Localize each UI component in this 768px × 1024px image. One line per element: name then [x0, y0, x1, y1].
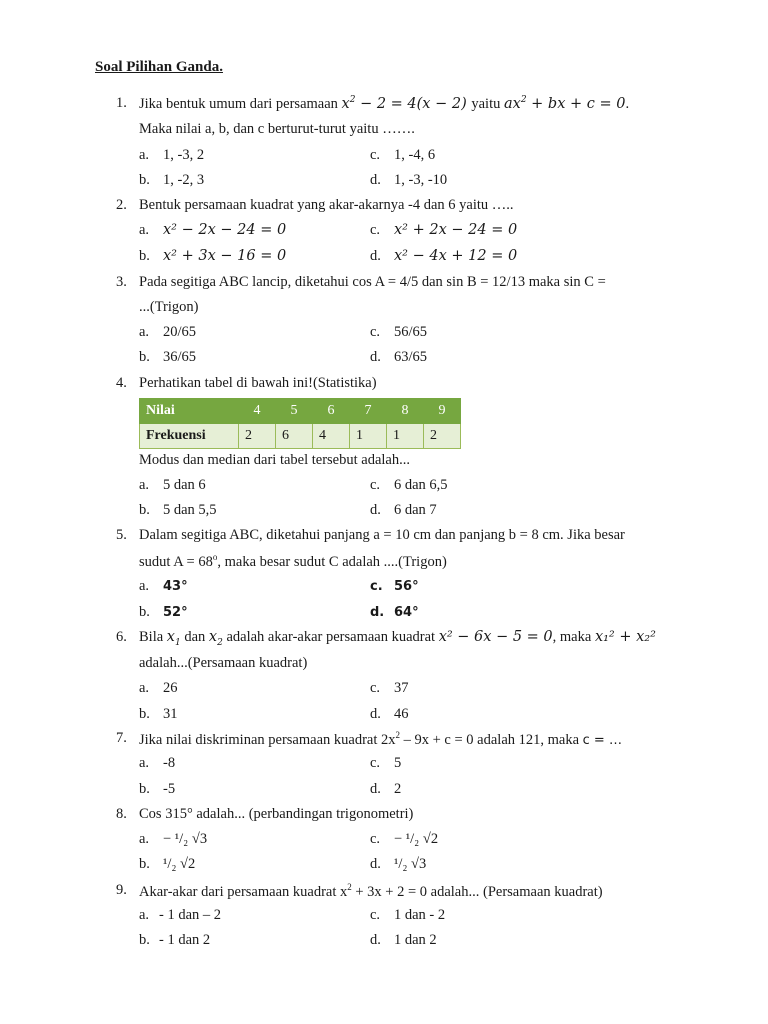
question-number: 3. [116, 274, 127, 290]
table-cell: Frekuensi [140, 424, 239, 449]
option-b[interactable]: b. 52° [139, 604, 188, 620]
table-cell: 1 [387, 424, 424, 449]
table-header-cell: 7 [350, 399, 387, 424]
option-b[interactable]: b. 36/65 [139, 349, 197, 365]
question-text: Pada segitiga ABC lancip, diketahui cos A = 4/5 dan sin B = 12/13 maka sin C = [139, 274, 606, 290]
option-d[interactable]: d. 46 [370, 706, 409, 722]
option-d[interactable]: d. 1, -3, -10 [370, 172, 448, 188]
option-c[interactable]: c. 1, -4, 6 [370, 147, 436, 163]
question-text: Bila $x_1$ dan $x_2$ adalah akar-akar persamaan kuadrat x² − 6x − 5 = 0, maka x₁² + x₂² [139, 629, 656, 648]
question-number: 8. [116, 806, 127, 822]
table-cell: 1 [350, 424, 387, 449]
option-b[interactable]: b. x² + 3x − 16 = 0 [139, 248, 287, 264]
question-text: Bentuk persamaan kuadrat yang akar-akarnya -4 dan 6 yaitu ….. [139, 197, 514, 213]
option-b[interactable]: b. ¹/₂ √2 [139, 856, 196, 872]
option-b[interactable]: b. 1, -2, 3 [139, 172, 205, 188]
question-text: Akar-akar dari persamaan kuadrat $x^2 + 3x + 2 = 0$ adalah... (Persamaan kuadrat) [139, 882, 603, 900]
question-text-line2: adalah...(Persamaan kuadrat) [139, 655, 308, 671]
section-heading: Soal Pilihan Ganda. [95, 59, 223, 75]
question-text: Perhatikan tabel di bawah ini!(Statistika) [139, 375, 377, 391]
table-cell: 4 [313, 424, 350, 449]
option-d[interactable]: d. 63/65 [370, 349, 428, 365]
option-b[interactable]: b. 31 [139, 706, 178, 722]
option-b[interactable]: b. 5 dan 5,5 [139, 502, 217, 518]
option-c[interactable]: c. 1 dan - 2 [370, 907, 446, 923]
question-number: 7. [116, 730, 127, 746]
option-c[interactable]: c. 37 [370, 680, 409, 696]
question-text: Dalam segitiga ABC, diketahui panjang a = 10 cm dan panjang b = 8 cm. Jika besar [139, 527, 625, 543]
question-number: 1. [116, 95, 127, 111]
option-c[interactable]: c. − ¹/₂ √2 [370, 831, 439, 847]
question-text-line2: Maka nilai a, b, dan c berturut-turut yaitu ……. [139, 121, 415, 137]
table-cell: 2 [424, 424, 461, 449]
option-a[interactable]: a. 1, -3, 2 [139, 147, 205, 163]
option-a[interactable]: a. 20/65 [139, 324, 197, 340]
table-header-cell: 6 [313, 399, 350, 424]
table-header-row [140, 399, 461, 424]
option-c[interactable]: c. 6 dan 6,5 [370, 477, 448, 493]
question-text: Jika bentuk umum dari persamaan $x^2 - 2 = 4(x - 2)$ yaitu $ax^2$ + bx + c = 0. [139, 95, 630, 112]
option-a[interactable]: a. 43° [139, 578, 188, 594]
option-a[interactable]: a. − ¹/₂ √3 [139, 831, 208, 847]
option-a[interactable]: a. x² − 2x − 24 = 0 [139, 222, 287, 238]
option-b[interactable]: b. -5 [139, 781, 176, 797]
question-text: Cos 315° adalah... (perbandingan trigonometri) [139, 806, 414, 822]
table-row [140, 424, 461, 449]
table-header-cell: 9 [424, 399, 461, 424]
table-header-cell: 4 [239, 399, 276, 424]
table-cell: 6 [276, 424, 313, 449]
question-text-line2: sudut $A = 68^o$, maka besar sudut C adalah ....(Trigon) [139, 552, 447, 570]
question-number: 2. [116, 197, 127, 213]
option-a[interactable]: a. 5 dan 6 [139, 477, 206, 493]
option-c[interactable]: c. 56° [370, 579, 419, 594]
option-a[interactable]: a. -8 [139, 755, 176, 771]
option-d[interactable]: d. x² − 4x + 12 = 0 [370, 248, 518, 264]
table-header-cell: Nilai [140, 399, 239, 424]
frequency-table [139, 398, 461, 449]
question-text-line2: ...(Trigon) [139, 299, 199, 315]
question-number: 6. [116, 629, 127, 645]
option-c[interactable]: c. 56/65 [370, 324, 428, 340]
option-d[interactable]: d. 64° [370, 605, 419, 620]
table-header-cell: 8 [387, 399, 424, 424]
question-text: Jika nilai diskriminan persamaan kuadrat $2x^2 - 9x + c = 0$ adalah 121, maka c = … [139, 730, 622, 748]
option-d[interactable]: d. 6 dan 7 [370, 502, 437, 518]
table-cell: 2 [239, 424, 276, 449]
option-a[interactable]: a. 26 [139, 680, 178, 696]
option-d[interactable]: d. 2 [370, 781, 402, 797]
question-number: 5. [116, 527, 127, 543]
option-a[interactable]: a. - 1 dan – 2 [139, 907, 222, 923]
option-d[interactable]: d. ¹/₂ √3 [370, 856, 427, 872]
table-header-cell: 5 [276, 399, 313, 424]
question-text-after-table: Modus dan median dari tabel tersebut adalah... [139, 452, 410, 468]
question-number: 9. [116, 882, 127, 898]
option-b[interactable]: b. - 1 dan 2 [139, 932, 211, 948]
option-c[interactable]: c. 5 [370, 755, 402, 771]
option-d[interactable]: d. 1 dan 2 [370, 932, 437, 948]
question-number: 4. [116, 375, 127, 391]
option-c[interactable]: c. x² + 2x − 24 = 0 [370, 222, 518, 238]
